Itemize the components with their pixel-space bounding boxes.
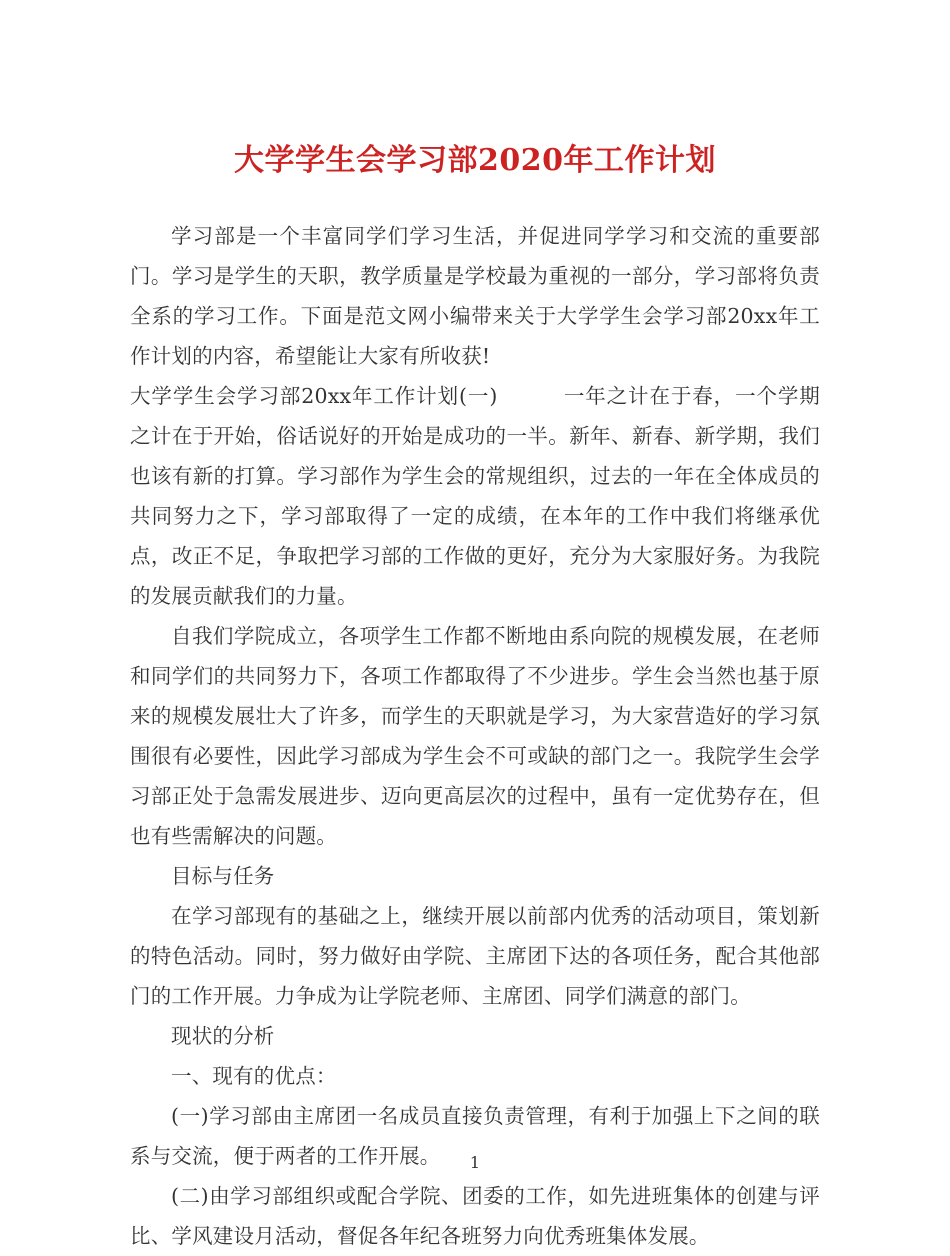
paragraph-college-growth: 自我们学院成立，各项学生工作都不断地由系向院的规模发展，在老师和同学们的共同努力下，各项工作都取得了不少进步。学生会当然也基于原来的规模发展壮大了许多，而学生的天职就是学习，为大家营造好的学习氛围很有必要性，因此学习部成为学生会不可或缺的部门之一。我院学生会学习部正处于急需发展进步、迈向更高层次的过程中，虽有一定优势存在，但也有些需解决的问题。 [130,624,820,848]
document-title: 大学学生会学习部2020年工作计划 [234,143,716,178]
paragraph-section-one-heading [130,376,820,616]
paragraph-intro: 学习部是一个丰富同学们学习生活，并促进同学学习和交流的重要部门。学习是学生的天职，教学质量是学校最为重视的一部分，学习部将负责全系的学习工作。下面是范文网小编带来关于大学学生会学习部20xx年工作计划的内容，希望能让大家有所收获! [130,224,820,368]
section-one-text: 一年之计在于春，一个学期之计在于开始，俗话说好的开始是成功的一半。新年、新春、新学期，我们也该有新的打算。学习部作为学生会的常规组织，过去的一年在全体成员的共同努力之下，学习部取得了一定的成绩，在本年的工作中我们将继承优点，改正不足，争取把学习部的工作做的更好，充分为大家服好务。为我院的发展贡献我们的力量。 [130,384,820,608]
heading-advantages: 一、现有的优点： [171,1064,337,1088]
paragraph-goals-body: 在学习部现有的基础之上，继续开展以前部内优秀的活动项目，策划新的特色活动。同时，努力做好由学院、主席团下达的各项任务，配合其他部门的工作开展。力争成为让学院老师、主席团、同学们满意的部门。 [130,904,820,1008]
heading-goals: 目标与任务 [171,864,275,888]
section-one-lead: 大学学生会学习部20xx年工作计划(一) [130,384,498,408]
paragraph-advantage-1: (一)学习部由主席团一名成员直接负责管理，有利于加强上下之间的联系与交流，便于两者的工作开展。 [130,1104,820,1168]
heading-status-analysis: 现状的分析 [171,1024,275,1048]
document-body [130,216,820,1256]
page-number: 1 [469,1153,481,1172]
paragraph-advantage-2: (二)由学习部组织或配合学院、团委的工作，如先进班集体的创建与评比、学风建设月活动，督促各年纪各班努力向优秀班集体发展。 [130,1184,820,1248]
